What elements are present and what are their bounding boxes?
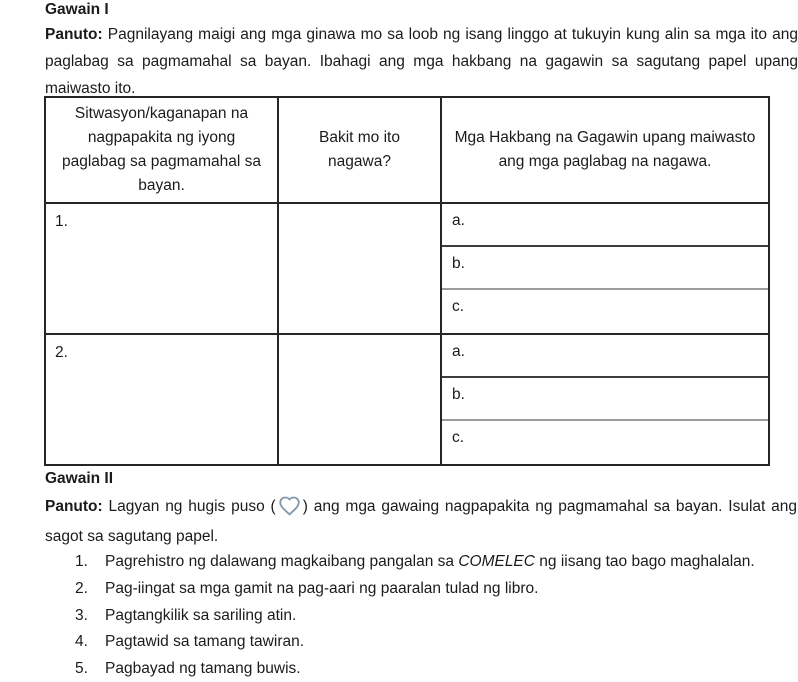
list-item-number: 1. bbox=[75, 553, 88, 570]
list-item-number: 3. bbox=[75, 606, 88, 624]
list-item-text: Pagbayad ng tamang buwis. bbox=[105, 660, 301, 678]
list-item-number: 5. bbox=[75, 660, 88, 678]
list-item-text: Pagrehistro ng dalawang magkaibang pangalan sa COMELEC ng iisang tao bago maghalalan. bbox=[105, 553, 755, 570]
section2-panuto-label: Panuto: bbox=[45, 498, 103, 515]
row1-number-cell: 1. bbox=[45, 203, 278, 334]
list-item-text: Pag-iingat sa mga gamit na pag-aari ng paaralan tulad ng libro. bbox=[105, 579, 539, 597]
section2-text-before-heart: Lagyan ng hugis puso ( bbox=[108, 498, 276, 515]
heart-icon bbox=[278, 495, 301, 524]
row2-step-b: b. bbox=[442, 378, 768, 421]
list-item-number: 2. bbox=[75, 579, 88, 597]
list-item bbox=[45, 549, 785, 576]
row1-step-c: c. bbox=[452, 298, 465, 315]
table-row bbox=[45, 334, 769, 465]
section2-instructions bbox=[45, 494, 797, 549]
section1-title: Gawain I bbox=[45, 1, 109, 18]
row1-steps-cell bbox=[441, 203, 769, 334]
list-item-text: Pagtawid sa tamang tawiran. bbox=[105, 633, 305, 651]
table-row bbox=[45, 203, 769, 334]
row2-step-c: c. bbox=[452, 429, 465, 446]
row2-steps-cell bbox=[441, 334, 769, 465]
header-situation: Sitwasyon/kaganapan na nagpapakita ng iyong paglabag sa pagmamahal sa bayan. bbox=[45, 97, 278, 203]
row2-step-a: a. bbox=[442, 335, 768, 378]
list-item bbox=[45, 656, 785, 682]
reflection-table bbox=[44, 96, 770, 466]
row1-reason-cell bbox=[278, 203, 441, 334]
section1-instructions bbox=[45, 21, 798, 102]
header-reason: Bakit mo ito nagawa? bbox=[278, 97, 441, 203]
comelec-italic: COMELEC bbox=[458, 553, 535, 570]
section1-panuto-label: Panuto: bbox=[45, 26, 103, 43]
list-item bbox=[45, 629, 785, 656]
list-item bbox=[45, 576, 785, 603]
row2-number-cell: 2. bbox=[45, 334, 278, 465]
section2-text-after-heart: ) ang mga gawaing nagpapakita ng pagmamahal sa bayan. Isulat ang sagot sa sagutang papel. bbox=[45, 498, 797, 545]
list-item-number: 4. bbox=[75, 633, 88, 651]
section2-title: Gawain II bbox=[45, 470, 114, 487]
row2-reason-cell bbox=[278, 334, 441, 465]
row1-step-b: b. bbox=[442, 247, 768, 290]
header-steps: Mga Hakbang na Gagawin upang maiwasto ang mga paglabag na nagawa. bbox=[441, 97, 769, 203]
list-item bbox=[45, 603, 785, 630]
row1-step-a: a. bbox=[442, 204, 768, 247]
table-header-row bbox=[45, 97, 769, 203]
activities-list bbox=[45, 549, 785, 682]
list-item-text: Pagtangkilik sa sariling atin. bbox=[105, 606, 297, 624]
section1-instructions-text: Pagnilayang maigi ang mga ginawa mo sa loob ng isang linggo at tukuyin kung alin sa mga ito ang paglabag sa pagmamahal sa bayan. Ibahagi ang mga hakbang na gagawin sa sagutang papel upang maiwasto ito. bbox=[45, 26, 798, 97]
